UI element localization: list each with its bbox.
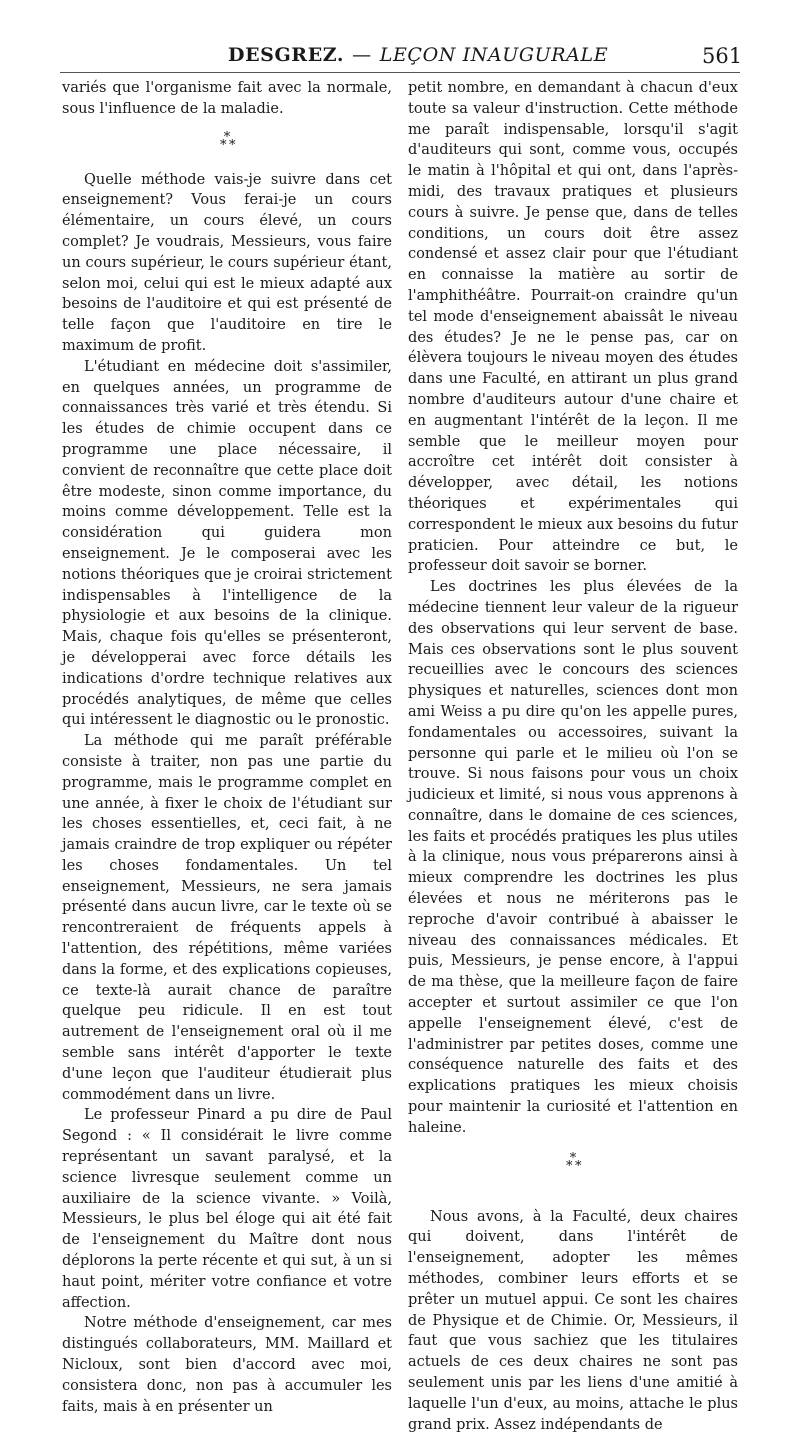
header-author: DESGREZ. [228,44,345,66]
page-number: 561 [702,44,743,68]
header-rule [60,72,740,73]
paragraph: petit nombre, en demandant à chacun d'eux toute sa valeur d'instruction. Cette méthode me paraît indispensable, lorsqu'il s'agit d'auditeurs qui sont, comme vous, occupés le matin à l'hôpital et qui ont, dans l'après-midi, des travaux pratiques et plusieurs cours à suivre. Je pense que, dans de telles conditions, un cours doit être assez condensé et assez clair pour que l'étudiant en connaisse la matière au sortir de l'amphithéâtre. Pourrait-on craindre qu'un tel mode d'enseignement abaissât le niveau des études? Je ne le pense pas, car on élèvera toujours le niveau moyen des études dans une Faculté, en attirant un plus grand nombre d'auditeurs autour d'une chaire et en augmentant l'intérêt de la leçon. Il me semble que le meilleur moyen pour accroître cet intérêt doit consister à développer, avec détail, les notions théoriques et expérimentales qui correspondent le mieux aux besoins du futur praticien. Pour atteindre ce but, le professeur doit savoir se borner. [408,80,738,575]
asterism-divider [408,1151,738,1177]
running-title [228,44,608,66]
header-title: LEÇON INAUGURALE [379,44,609,66]
asterism-star: * [569,1150,577,1166]
running-header [0,42,800,72]
paragraph: La méthode qui me paraît préférable consiste à traiter, non pas une partie du programme, mais le programme complet en une année, à fixer le choix de l'étudiant sur les choses essentielles, et, ceci fait, à ne jamais craindre de trop expliquer ou répéter les choses fondamentales. Un tel enseignement, Messieurs, ne sera jamais présenté dans aucun livre, car le texte où se rencontreraient de fréquents appels à l'attention, des répétitions, même variées dans la forme, et des explications copieuses, ce texte-là aurait chance de paraître quelque peu ridicule. Il en est tout autrement de l'enseignement oral où il me semble sans intérêt d'apporter le texte d'une leçon que l'auditeur étudierait plus commodément dans un livre. [62,733,392,1103]
paragraph: L'étudiant en médecine doit s'assimiler, en quelques années, un programme de connaissances très varié et très étendu. Si les études de chimie occupent dans ce programme une place nécessaire, il convient de reconnaître que cette place doit être modeste, sinon comme importance, du moins comme développement. Telle est la considération qui guidera mon enseignement. Je le composerai avec les notions théoriques que je croirai strictement indispensables à l'intelligence de la physiologie et aux besoins de la clinique. Mais, chaque fois qu'elles se présenteront, je développerai avec force détails les indications d'ordre technique relatives aux procédés analytiques, de même que celles qui intéressent le diagnostic ou le pronostic. [62,358,392,729]
asterism-star: * [223,129,231,145]
paragraph: Le professeur Pinard a pu dire de Paul Segond : « Il considérait le livre comme représentant un savant paralysé, et la science livresque seulement comme un auxiliaire de la science vivante. » Voilà, Messieurs, le plus bel éloge qui ait été fait de l'enseignement du Maître dont nous déplorons la perte récente et qui sut, à un si haut point, mériter votre confiance et votre affection. [62,1107,392,1311]
paragraph: Notre méthode d'enseignement, car mes distingués collaborateurs, MM. Maillard et Nicloux, sont bien d'accord avec moi, consistera donc, non pas à accumuler les faits, mais à en présenter un [62,1315,392,1415]
paragraph: Les doctrines les plus élevées de la médecine tiennent leur valeur de la rigueur des observations qui leur servent de base. Mais ces observations sont le plus souvent recueillies avec le concours des sciences physiques et naturelles, sciences dont mon ami Weiss a pu dire qu'on les appelle pures, fondamentales ou accessoires, suivant la personne qui parle et le milieu où l'on se trouve. Si nous faisons pour vous un choix judicieux et limité, si nous vous apprenons à connaître, dans le domaine de ces sciences, les faits et procédés pratiques les plus utiles à la clinique, nous vous préparerons ainsi à mieux comprendre les doctrines les plus élevées et nous ne mériterons pas le reproche d'avoir contribué à abaisser le niveau des connaissances médicales. Et puis, Messieurs, je pense encore, à l'appui de ma thèse, que la meilleure façon de faire accepter et surtout assimiler ce que l'on appelle l'enseignement élevé, c'est de l'administrer par petites doses, comme une conséquence naturelle des faits et des explications pratiques les mieux choisis pour maintenir la curiosité et l'attention en haleine. [408,579,738,1136]
paragraph: variés que l'organisme fait avec la normale, sous l'influence de la maladie. [62,80,392,117]
header-separator: — [352,44,372,66]
asterism-divider [62,130,392,156]
left-column [62,78,392,1417]
paragraph: Quelle méthode vais-je suivre dans cet enseignement? Vous ferai-je un cours élémentaire, un cours élevé, un cours complet? Je voudrais, Messieurs, vous faire un cours supérieur, le cours supérieur étant, selon moi, celui qui est le mieux adapté aux besoins de l'auditoire et qui est présenté de telle façon que l'auditoire en tire le maximum de profit. [62,171,392,354]
paragraph: Nous avons, à la Faculté, deux chaires qui doivent, dans l'intérêt de l'enseignement, adopter les mêmes méthodes, combiner leurs efforts et se prêter un mutuel appui. Ce sont les chaires de Physique et de Chimie. Or, Messieurs, il faut que vous sachiez que les titulaires actuels de ces deux chaires ne sont pas seulement unis par les liens d'une amitié à laquelle l'un d'eux, au moins, attache le plus grand prix. Assez indépendants de [408,1208,738,1433]
right-column [408,78,738,1435]
asterism-star: * [220,137,227,153]
asterism-star: * [566,1158,573,1174]
asterism-star: * [575,1158,582,1174]
asterism-star: * [229,137,236,153]
